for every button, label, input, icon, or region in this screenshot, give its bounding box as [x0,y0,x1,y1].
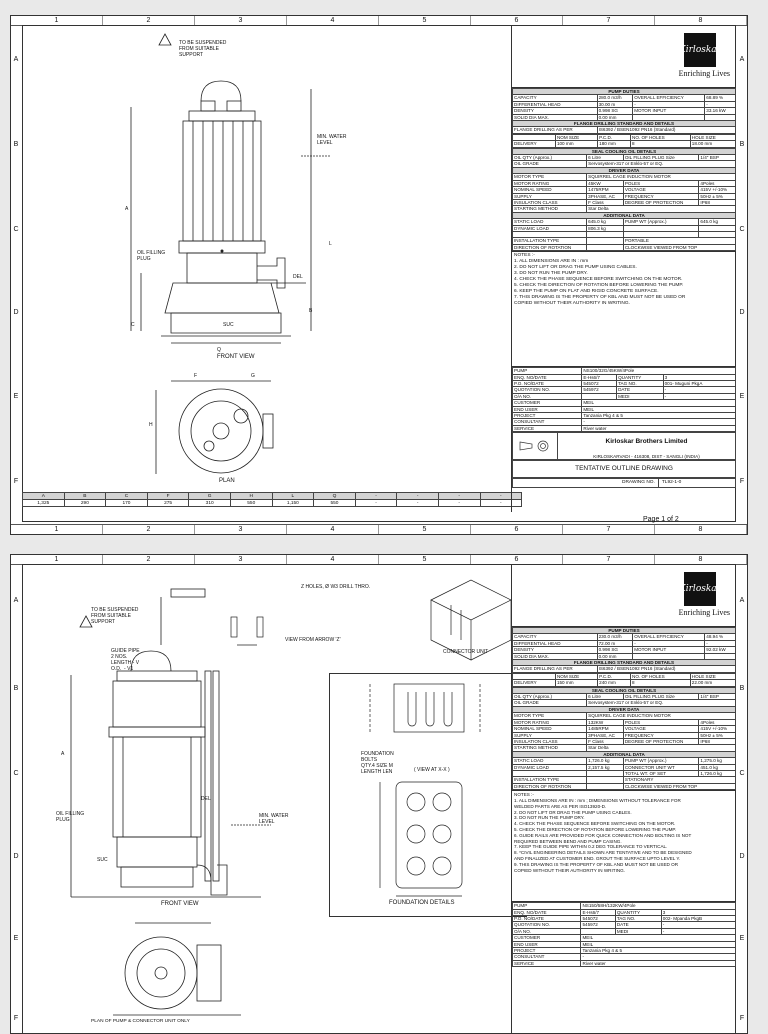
column-index-top: 1 2 3 4 5 6 7 8 [11,16,747,26]
delivery-label: DEL [293,274,303,280]
suction-label-2: SUC [97,857,108,863]
spec-table-2: PUMP DUTIES CAPACITY 230.0 m3/h OVERALL EFFICIENCY 48.94 % DIFFERENTIAL HEAD 72.00 m - - DENSITY 0.998 SG MOTOR INPUT 92.02 kW SOLID DIA MAX. 0.00 mm FLANGE DRILLING STANDARD AND DETAILS FLANGE DRILLING AS PER IS6392 / BSEN1092 PN16 (Standard) [512,627,736,673]
motor-table-1: SEAL COOLING OIL DETAILS OIL QTY (Approx.) 6 Litre OIL FILLING PLUG Size 1/4" BSP OIL GRADE Servosystem-317 or Enklo-57 or EQ. DRIVER DATA MOTOR TYPE SQUIRREL CAGE INDUCTION MOTOR MOTOR RATING 45KW POLES 4Poles NOMINAL SPEED 1475RPM VOLTAGE 415V +/-10% SUPPLY 3PHASE, AC FREQUENCY 50Hz ± 5% INSULATION CLASS F Class DEGREE OF PROTECTION IP68 STARTING METHOD Star Delta ADDITIONAL DATA STATIC LOAD 645.0 kg PUMP WT (Approx.) 645.0 kg DYNAMIC LOAD 806.3 kg INSTALLATION TYPE PORTABLE DIRECTION OF ROTATION CLOCKWISE VIEWED FROM TOP [512,148,736,252]
spec-table-1: PUMP DUTIES CAPACITY 280.0 m3/h OVERALL EFFICIENCY 68.89 % DIFFERENTIAL HEAD 30.00 m - - DENSITY 0.998 SG MOTOR INPUT 33.16 kW SOLID DIA MAX. 0.00 mm FLANGE DRILLING STANDARD AND DETAILS FLANGE DRILLING AS PER IS6392 / BSEN1092 PN16 (Standard) [512,88,736,134]
dimension-value-row: 1,325 290 170 275 310 550 1,150 550 - - - - [23,500,522,507]
drawing-title: TENTATIVE OUTLINE DRAWING [512,460,736,478]
delivery-label-2: DEL [201,796,211,802]
foundation-bolts-label: FOUNDATION BOLTS QTY.4 SIZE M LENGTH LEN [361,751,394,775]
dim-h-label: H [149,422,153,428]
row-index-right: A B C D E F [739,56,745,485]
dim-q-label: Q [217,347,221,353]
dim-b-label: B [309,308,313,314]
drawing-sheet-2 [10,554,748,1034]
dim-a-label-2: A [61,751,65,757]
dim-c-label: C [131,322,135,328]
pump-front-view-drawing [101,31,341,376]
connector-unit-label: CONNECTOR UNIT [443,649,489,655]
pump-installation-drawing [51,575,311,1034]
motor-table-2: SEAL COOLING OIL DETAILS OIL QTY (Approx.) 6 Litre OIL FILLING PLUG Size 1/4" BSP OIL GRADE Servosystem-317 or Enklo-57 or EQ. DRIVER DATA MOTOR TYPE SQUIRREL CAGE INDUCTION MOTOR MOTOR RATING 132KW POLES 4Poles NOMINAL SPEED 1485RPM VOLTAGE 415V +/-10% SUPPLY 3PHASE, AC FREQUENCY 50Hz ± 5% INSULATION CLASS F Class DEGREE OF PROTECTION IP68 STARTING METHOD Star Delta ADDITIONAL DATA STATIC LOAD 1,726.0 kg PUMP WT (Approx.) 1,275.0 kg DYNAMIC LOAD 2,157.5 kg CONNECTOR UNIT WT 451.0 kg TOTAL WT. OF SET 1,726.0 kg INSTALLATION TYPE STATIONARY DIRECTION OF ROTATION CLOCKWISE VIEWED FROM TOP [512,687,736,791]
row-index-left: A B C D E F [13,56,19,485]
dimension-header-row: A B C F G H L Q - - - - [23,493,522,500]
front-view-caption-2: FRONT VIEW [161,901,199,907]
flange-table-1: NOM SIZE P.C.D. NO. OF HOLES HOLE SIZE DELIVERY 100 mm 180 mm 8 18.00 mm [512,134,736,148]
suction-label: SUC [223,322,234,328]
dim-g-label: G [251,373,255,379]
plan-caption: PLAN [219,478,235,484]
view-xx-caption: ( VIEW AT X-X ) [414,767,450,773]
suspension-note-2: TO BE SUSPENDED FROM SUITABLE SUPPORT [91,607,139,625]
view-arrow-caption: VIEW FROM ARROW 'Z' [285,637,341,643]
page-indicator: Page 1 of 2 [643,516,679,523]
project-info-table-1: PUMP NS100/32G/45KW/4Pole ENQ. NO/DATE E-Hs6/7 QUANTITY 3 P.O. NO/DATE 545072 TAG NO. 001- Muguni PkgA QUOTATION NO. 545972 DATE - O/A NO. MEDI - CUSTOMER MEIL END USER MEIL PROJECT Tanzania Pkg 4 & 5 CONSULTANT - SERVICE River water [512,367,736,432]
notes-block-1: NOTES :- 1. ALL DIMENSIONS ARE IN : mm 2. DO NOT LIFT OR DRAG THE PUMP USING CABLES. 3. DO NOT RUN THE PUMP DRY. 4. CHECK THE PHASE SEQUENCE BEFORE SWITCHING ON THE MOTOR. 5. CHECK THE DIRECTION OF ROTATION BEFORE LOWERING THE PUMP. 6. KEEP THE PUMP ON FLAT AND RIGID CONCRETE SURFACE. 7. THIS DRAWING IS THE PROPERTY OF KBL AND MUST NOT BE USED OR COPIED WITHOUT THEIR AUTHORITY IN WRITING. [512,251,736,367]
holes-label: Z HOLES, Ø W3 DRILL THRO. [301,584,371,590]
logo-area-2 [512,564,736,627]
project-info-table-2: PUMP NS150/58H/132KW/4Pole ENQ. NO/DATE E-Hs6/7 QUANTITY 3 P.O. NO/DATE 545072 TAG NO. 002- Mpanda PkgB QUOTATION NO. 545972 DATE - O/A NO. MEDI - CUSTOMER MEIL END USER MEIL PROJECT Tanzania Pkg 4 & 5 CONSULTANT - SERVICE River water [512,902,736,967]
company-block-1 [512,432,736,460]
pump-plan-view-drawing [151,376,301,486]
kirloskar-logo-2: Kirloskar [684,572,716,606]
tagline-2: Enriching Lives [678,608,730,617]
foundation-caption: FOUNDATION DETAILS [389,900,455,906]
min-water-level-label-2: MIN. WATER LEVEL [259,813,289,825]
min-water-level-label: MIN. WATER LEVEL [317,134,347,146]
warning-icon [159,34,171,45]
guide-pipe-label: GUIDE PIPE 2 NOS. LENGTH - V O.D. - V1 [111,648,140,672]
dim-a-label: A [125,206,129,212]
drawing-sheet-1 [10,15,748,535]
dimension-table [22,492,522,507]
column-index-bottom: 1 2 3 4 5 6 7 8 [11,524,747,534]
title-block-panel-1 [511,25,736,512]
foundation-panel [329,673,527,917]
flange-table-2: NOM SIZE P.C.D. NO. OF HOLES HOLE SIZE DELIVERY 150 mm 240 mm 8 22.00 mm [512,673,736,687]
row-index-left-2: A B C D E F [13,597,19,1022]
projection-symbol-icon [513,433,558,459]
dim-l-label: L [329,241,332,247]
front-view-caption: FRONT VIEW [217,354,255,360]
logo-area [512,25,736,88]
drawing-number-row: DRAWING NO. TL92-1-0 [512,478,736,488]
kirloskar-logo: Kirloskar [684,33,716,67]
tagline: Enriching Lives [678,69,730,78]
row-index-right-2: A B C D E F [739,597,745,1022]
company-address: KIRLOSKARVADI - 416308, DIST - SANGLI (INDIA) [593,454,700,460]
foundation-drawing [330,674,526,914]
company-name: Kirloskar Brothers Limited [605,438,688,446]
notes-block-2: NOTES :- 1. ALL DIMENSIONS ARE IN : mm ; DIMENSIONS WITHOUT TOLERANCE FOR WELDED PARTS ARE AS PER ISO13920-D. 2. DO NOT LIFT OR DRAG THE PUMP USING CABLES. 3. DO NOT RUN THE PUMP DRY. 4. CHECK THE PHASE SEQUENCE BEFORE SWITCHING ON THE MOTOR. 5. CHECK THE DIRECTION OF ROTATION BEFORE LOWERING THE PUMP. 6. GUIDE RAILS ARE PROVIDED FOR QUICK CONNECTION AND BOLTING IS NOT REQUIRED BETWEEN BEND AND PUMP CASING. 7. KEEP THE GUIDE PIPE WITHIN 0.2 DEG TOLERANCE TO VERTICAL. 8. *CIVIL ENGINEERING DETAILS SHOWN ARE TENTATIVE AND TO BE DESIGNED AND FINALIZED AT CUSTOMER END. GROUT THE SURFACE UPTO LEVEL Y. 9. THIS DRAWING IS THE PROPERTY OF KBL AND MUST NOT BE USED OR COPIED WITHOUT THEIR AUTHORITY IN WRITING. [512,790,736,902]
plan-caption-2: PLAN OF PUMP & CONNECTOR UNIT ONLY [91,1019,190,1024]
title-block-panel-2 [511,564,736,1034]
column-index-top-2: 1 2 3 4 5 6 7 8 [11,555,747,565]
dim-f-label: F [194,373,198,379]
suspension-note: TO BE SUSPENDED FROM SUITABLE SUPPORT [179,40,227,58]
oil-filling-plug-label-2: OIL FILLING PLUG [56,811,85,823]
oil-filling-plug-label: OIL FILLING PLUG [137,250,166,262]
